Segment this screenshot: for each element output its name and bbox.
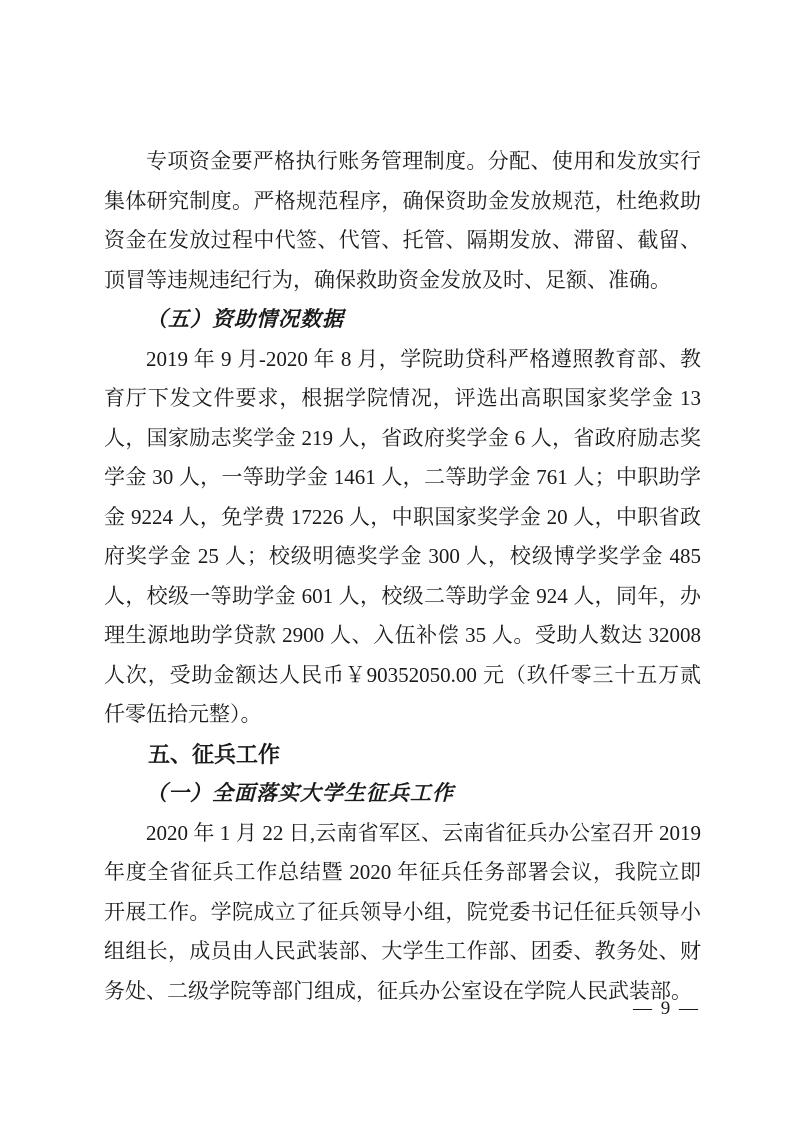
paragraph-conscription-meeting: 2020 年 1 月 22 日,云南省军区、云南省征兵办公室召开 2019 年度全省征兵工作总结暨 2020 年征兵任务部署会议，我院立即开展工作。学院成立了征兵领导小组，院党委书记任征兵领导小组组长，成员由人民武装部、大学生工作部、团委、教务处、财务处、二级学院等部门组成，征兵办公室设在学院人民武装部。 <box>104 820 701 1003</box>
section-heading-student-conscription: （一）全面落实大学生征兵工作 <box>146 781 454 805</box>
document-content <box>104 142 701 1011</box>
paragraph-funds-management: 专项资金要严格执行账务管理制度。分配、使用和发放实行集体研究制度。严格规范程序，确保资助金发放规范，杜绝救助资金在发放过程中代签、代管、托管、隔期发放、滞留、截留、顶冒等违规违纪行为，确保救助资金发放及时、足额、准确。 <box>104 149 701 292</box>
section-heading-subsidy-data: （五）资助情况数据 <box>146 307 344 331</box>
chapter-heading-conscription-work: 五、征兵工作 <box>148 741 281 767</box>
page-number: — 9 — <box>633 998 700 1019</box>
paragraph-subsidy-statistics: 2019 年 9 月-2020 年 8 月，学院助贷科严格遵照教育部、教育厅下发文件要求，根据学院情况，评选出高职国家奖学金 13 人，国家励志奖学金 219 人，省政府奖学金 6 人，省政府励志奖学金 30 人，一等助学金 1461 人，二等助学金 761 人；中职助学金 9224 人，免学费 17226 人，中职国家奖学金 20 人，中职省政府奖学金 25 人；校级明德奖学金 300 人，校级博学奖学金 485 人，校级一等助学金 601 人，校级二等助学金 924 人，同年，办理生源地助学贷款 2900 人、入伍补偿 35 人。受助人数达 32008 人次，受助金额达人民币￥90352050.00 元（玖仟零三十五万贰仟零伍拾元整）。 <box>104 346 701 726</box>
